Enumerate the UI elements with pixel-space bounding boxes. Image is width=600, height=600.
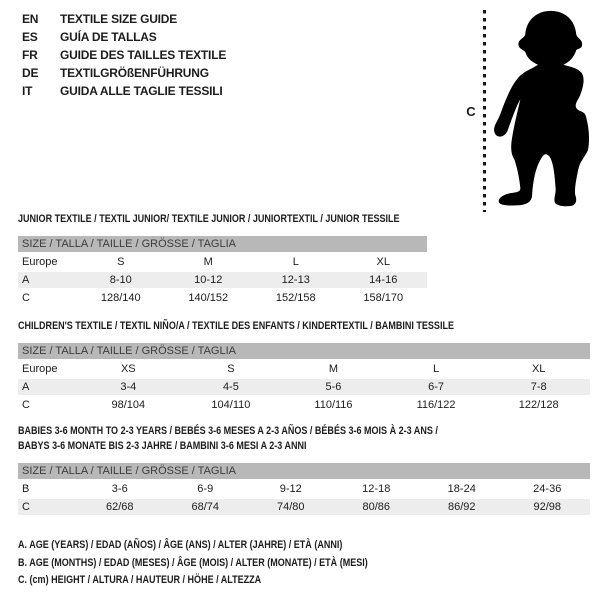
language-title: TEXTILGRÖßENFÜHRUNG: [60, 66, 209, 80]
size-figure: [450, 4, 598, 216]
table-title-text: JUNIOR TEXTILE / TEXTIL JUNIOR/ TEXTILE JUNIOR / JUNIORTEXTIL / JUNIOR TESSILE: [18, 213, 400, 225]
babies-size-section: [18, 424, 590, 517]
size-cell: S: [77, 254, 165, 271]
table-row: [18, 396, 590, 414]
size-cell: 128/140: [77, 289, 165, 307]
size-cell: 152/158: [252, 289, 340, 307]
size-cell: L: [252, 254, 340, 271]
table-row: [18, 481, 590, 498]
footnote-line-b: [18, 555, 445, 573]
size-cell: 80/86: [334, 498, 420, 516]
babies-size-table: [18, 481, 590, 517]
language-row: [22, 46, 226, 64]
junior-size-table: [18, 254, 427, 308]
footnote-line-a: [18, 537, 445, 555]
table-title-line: [18, 212, 427, 227]
size-cell: L: [385, 361, 488, 378]
size-cell: 18-24: [419, 481, 505, 498]
table-title-line: [18, 424, 590, 439]
size-cell: 62/68: [77, 498, 163, 516]
footnote-line-c: [18, 572, 445, 590]
table-row: [18, 254, 427, 271]
table-row: [18, 361, 590, 378]
row-label: Europe: [18, 254, 77, 271]
size-header-band-label: SIZE / TALLA / TAILLE / GRÖSSE / TAGLIA: [22, 345, 236, 357]
language-title: GUIDA ALLE TAGLIE TESSILI: [60, 84, 223, 98]
language-title-list: [22, 10, 226, 100]
size-cell: 5-6: [282, 378, 385, 396]
footnote-text: B. AGE (MONTHS) / EDAD (MESES) / ÂGE (MOIS) / ALTER (MONATE) / ETÀ (MESI): [18, 556, 368, 569]
table-title-line: [18, 319, 590, 334]
size-cell: 92/98: [505, 498, 591, 516]
table-row: [18, 378, 590, 396]
footnote-text: A. AGE (YEARS) / EDAD (AÑOS) / ÂGE (ANS) / ALTER (JAHRE) / ETÀ (ANNI): [18, 539, 343, 551]
language-row: [22, 64, 226, 82]
language-row: [22, 10, 226, 28]
table-row: [18, 289, 427, 307]
language-code: IT: [22, 84, 33, 98]
size-cell: 98/104: [77, 396, 180, 414]
table-title-text: BABYS 3-6 MONATE BIS 2-3 JAHRE / BAMBINI 3-6 MESI A 2-3 ANNI: [18, 440, 307, 452]
language-code: EN: [22, 12, 39, 26]
footnote-text: C. (cm) HEIGHT / ALTURA / HAUTEUR / HÖHE / ALTEZZA: [18, 574, 262, 586]
row-label: C: [18, 289, 77, 307]
language-row: [22, 82, 226, 100]
language-title: GUÍA DE TALLAS: [60, 30, 157, 44]
size-cell: 122/128: [487, 396, 590, 414]
size-header-band: [18, 463, 590, 479]
size-cell: 116/122: [385, 396, 488, 414]
size-cell: 6-7: [385, 378, 488, 396]
measure-c-label: C: [466, 104, 476, 119]
size-cell: 68/74: [163, 498, 249, 516]
size-cell: 110/116: [282, 396, 385, 414]
footnote-legend: [18, 537, 445, 590]
size-cell: 104/110: [180, 396, 283, 414]
size-cell: S: [180, 361, 283, 378]
size-cell: 10-12: [165, 271, 253, 289]
table-row: [18, 271, 427, 289]
size-cell: M: [282, 361, 385, 378]
size-cell: XS: [77, 361, 180, 378]
size-cell: 8-10: [77, 271, 165, 289]
size-cell: 7-8: [487, 378, 590, 396]
table-row: [18, 498, 590, 516]
row-label: C: [18, 396, 77, 414]
children-size-section: [18, 319, 590, 415]
size-cell: 12-13: [252, 271, 340, 289]
language-title: GUIDE DES TAILLES TEXTILE: [60, 48, 227, 62]
table-title-line: [18, 439, 590, 454]
size-cell: 12-18: [334, 481, 420, 498]
size-cell: XL: [340, 254, 428, 271]
row-label: A: [18, 271, 77, 289]
size-cell: 3-6: [77, 481, 163, 498]
table-title-text: BABIES 3-6 MONTH TO 2-3 YEARS / BEBÉS 3-6 MESES A 2-3 AÑOS / BÉBÉS 3-6 MOIS À 2-3 ANS /: [18, 425, 438, 437]
size-cell: 9-12: [248, 481, 334, 498]
row-label: Europe: [18, 361, 77, 378]
row-label: B: [18, 481, 77, 498]
size-cell: XL: [487, 361, 590, 378]
row-label: C: [18, 498, 77, 516]
size-header-band: [18, 236, 427, 252]
junior-table-title: [18, 212, 427, 227]
language-code: DE: [22, 66, 39, 80]
language-code: ES: [22, 30, 38, 44]
size-cell: 3-4: [77, 378, 180, 396]
children-table-title: [18, 319, 590, 334]
size-cell: 86/92: [419, 498, 505, 516]
size-header-band: [18, 343, 590, 359]
size-header-band-label: SIZE / TALLA / TAILLE / GRÖSSE / TAGLIA: [22, 238, 236, 250]
size-cell: 140/152: [165, 289, 253, 307]
size-cell: 14-16: [340, 271, 428, 289]
size-header-band-label: SIZE / TALLA / TAILLE / GRÖSSE / TAGLIA: [22, 465, 236, 477]
language-row: [22, 28, 226, 46]
size-cell: 158/170: [340, 289, 428, 307]
size-cell: 6-9: [163, 481, 249, 498]
language-title: TEXTILE SIZE GUIDE: [60, 12, 178, 26]
row-label: A: [18, 378, 77, 396]
size-cell: 74/80: [248, 498, 334, 516]
size-cell: 4-5: [180, 378, 283, 396]
table-title-text: CHILDREN'S TEXTILE / TEXTIL NIÑO/A / TEXTILE DES ENFANTS / KINDERTEXTIL / BAMBINI TESSILE: [18, 320, 454, 332]
size-cell: 24-36: [505, 481, 591, 498]
junior-size-section: [18, 212, 427, 308]
baby-silhouette-icon: [494, 11, 589, 206]
babies-table-title: [18, 424, 590, 454]
size-cell: M: [165, 254, 253, 271]
children-size-table: [18, 361, 590, 415]
language-code: FR: [22, 48, 38, 62]
